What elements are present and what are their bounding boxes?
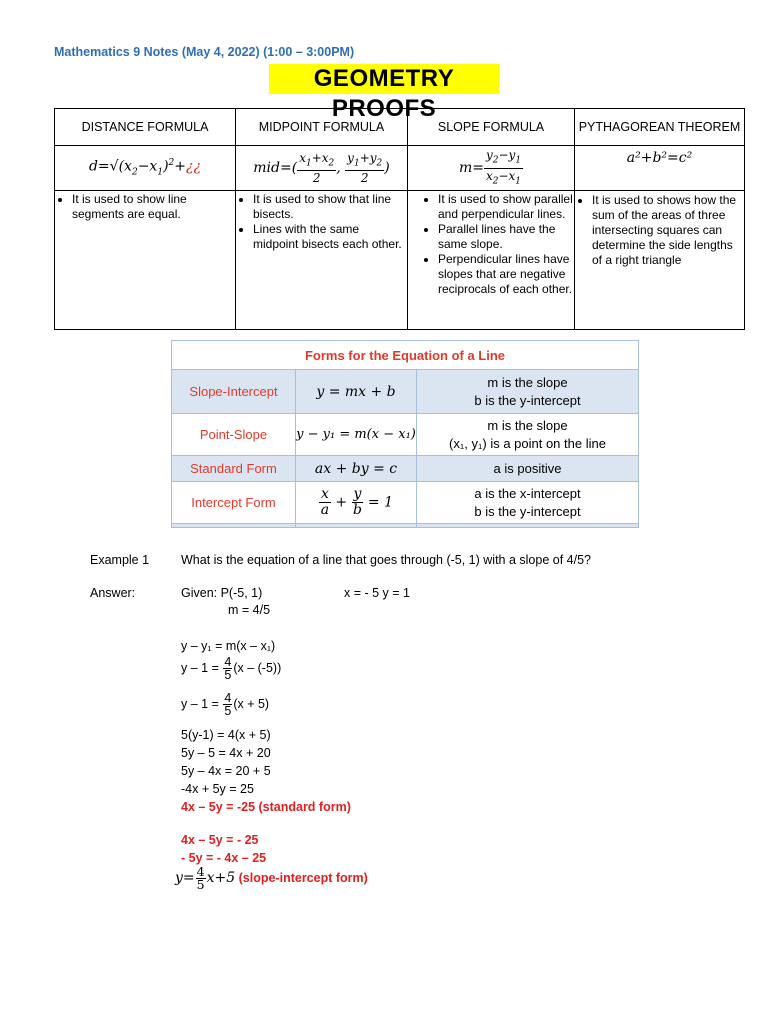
red-step-1: 4x – 5y = - 25: [181, 833, 259, 847]
given-point: Given: P(-5, 1): [181, 586, 263, 600]
distance-formula: $d=√(x_2-x_1)^2+¿¿$: [55, 146, 236, 191]
example-label: Example 1: [90, 553, 150, 567]
answer-label: Answer:: [90, 586, 136, 600]
step-substitute: y – 1 = $\frac{4}{5}$ (x – (-5)): [181, 655, 282, 682]
red-step-2: - 5y = - 4x – 25: [181, 851, 267, 865]
final-equation: y= $\frac{4}{5}$ x+5 (slope-intercept form): [175, 864, 368, 892]
slope-formula: m= $\frac{y_2-y_1}{x_2-x_1}$: [408, 146, 575, 191]
form-equation: ax + by = c: [296, 456, 417, 482]
form-label: Standard Form: [172, 456, 296, 482]
header-pythagorean: PYTHAGOREAN THEOREM: [575, 109, 745, 146]
form-label: Point-Slope: [172, 414, 296, 456]
slope-description: • It is used to show parallel and perpendicular lines. • Parallel lines have the same slope. • Perpendicular lines have slopes that are negative reciprocals of each other.: [408, 191, 575, 330]
given-xy: x = - 5 y = 1: [344, 586, 411, 600]
notes-header: Mathematics 9 Notes (May 4, 2022) (1:00 – 3:00PM): [54, 45, 355, 59]
header-slope: SLOPE FORMULA: [408, 109, 575, 146]
line-forms-table: [171, 340, 639, 528]
step-point-slope: y – y₁ = m(x – x₁): [181, 639, 276, 653]
midpoint-description: • It is used to show that line bisects. • Lines with the same midpoint bisects each other.: [236, 191, 408, 330]
pythagorean-description: • It is used to shows how the sum of the areas of three intersecting squares can determine the side lengths of a right triangle: [575, 191, 745, 330]
pythagorean-formula: a²+b²=c²: [575, 146, 745, 191]
form-equation: $\frac{x}{a}$ + $\frac{y}{b}$ = 1: [296, 482, 417, 524]
distance-description: • It is used to show line segments are equal.: [55, 191, 236, 330]
line-forms-caption: Forms for the Equation of a Line: [172, 341, 639, 370]
form-description: m is the slope b is the y-intercept: [417, 370, 639, 414]
solution-steps: 5(y-1) = 4(x + 5) 5y – 5 = 4x + 20 5y – 4x = 20 + 5 -4x + 5y = 25 4x – 5y = -25 (standard form): [181, 728, 351, 814]
form-equation: y = mx + b: [296, 370, 417, 414]
formula-table: [54, 108, 745, 330]
form-description: a is the x-intercept b is the y-intercept: [417, 482, 639, 524]
form-label: Slope-Intercept: [172, 370, 296, 414]
step-simplify: y – 1 = $\frac{4}{5}$ (x + 5): [181, 691, 270, 718]
form-label: Intercept Form: [172, 482, 296, 524]
header-distance: DISTANCE FORMULA: [55, 109, 236, 146]
example-question: What is the equation of a line that goes through (-5, 1) with a slope of 4/5?: [181, 553, 591, 567]
form-description: m is the slope (x₁, y₁) is a point on the line: [417, 414, 639, 456]
form-description: a is positive: [417, 456, 639, 482]
midpoint-formula: mid=( $\frac{x_1+x_2}{2}$ , $\frac{y_1+y_2}{2}$ ): [236, 146, 408, 191]
given-slope: m = 4/5: [228, 603, 271, 617]
page-title: GEOMETRY PROOFS: [269, 64, 499, 94]
header-midpoint: MIDPOINT FORMULA: [236, 109, 408, 146]
form-equation: y − y₁ = m(x − x₁): [296, 414, 417, 456]
